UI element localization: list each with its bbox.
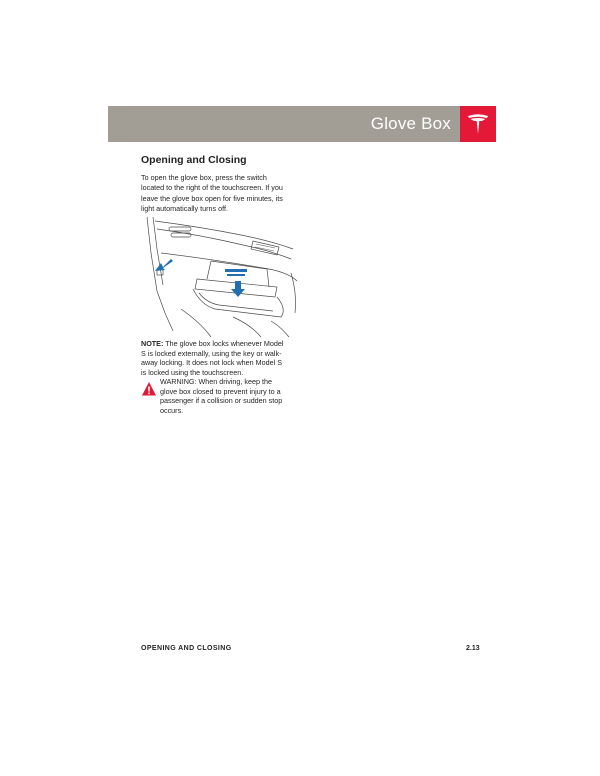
glove-box-drawing (141, 213, 299, 339)
warning-triangle-icon (141, 381, 157, 397)
warning-label: WARNING: (160, 377, 197, 386)
note-label: NOTE: (141, 339, 164, 348)
section-heading: Opening and Closing (141, 154, 247, 166)
chapter-title: Glove Box (370, 114, 451, 133)
intro-paragraph: To open the glove box, press the switch located to the right of the touchscreen. If you leave the glove box open for five minutes, its light automatically turns off. (141, 173, 283, 214)
warning-body: When driving, keep the glove box closed to prevent injury to a passenger if a collision or sudden stop occurs. (160, 377, 283, 415)
note-paragraph (141, 339, 289, 377)
brand-logo-box (460, 106, 496, 142)
warning-callout (141, 377, 289, 415)
section-body (141, 154, 289, 215)
note-text: The glove box locks whenever Model S is locked externally, using the key or walk-away locking. It does not lock when Model S is locked using the touchscreen. (141, 339, 284, 377)
footer-page-number: 2.13 (466, 645, 480, 652)
chapter-header-band (108, 106, 460, 142)
tesla-logo-icon (465, 111, 491, 137)
warning-text (160, 377, 289, 415)
glove-box-illustration (141, 213, 299, 339)
footer-section-title: OPENING AND CLOSING (141, 645, 232, 652)
